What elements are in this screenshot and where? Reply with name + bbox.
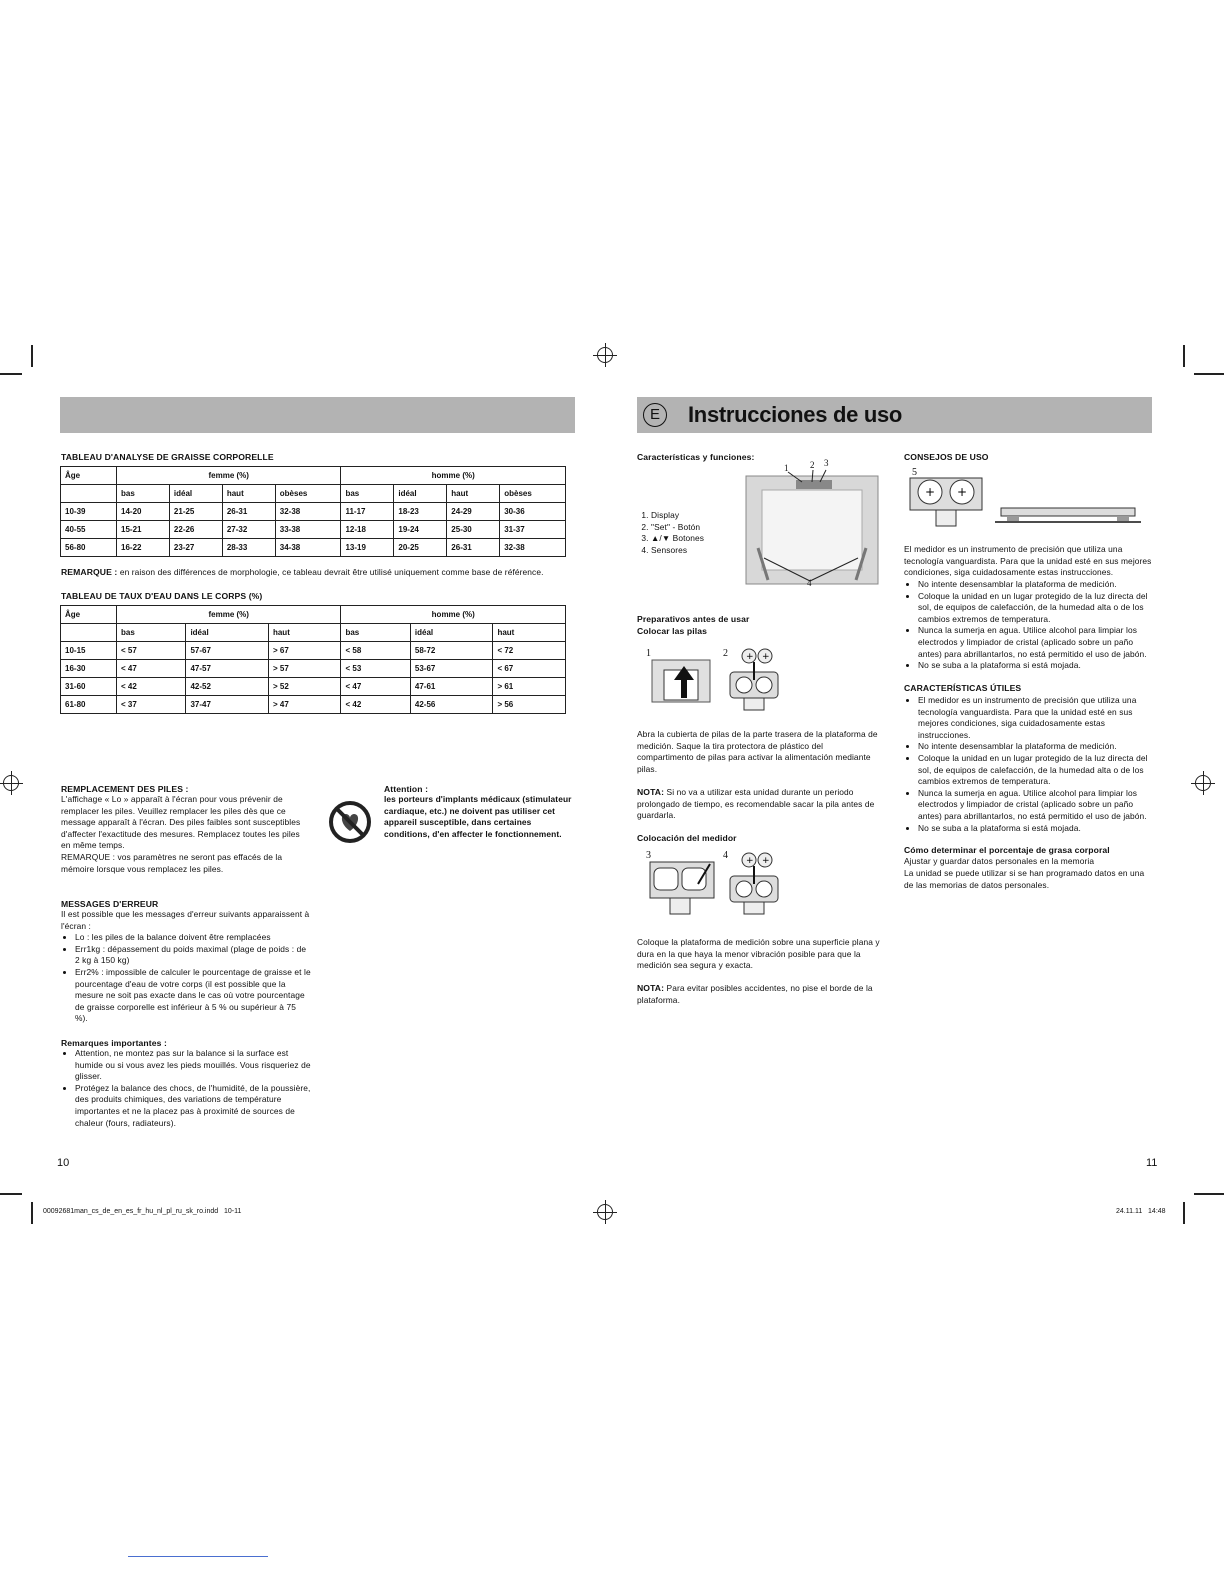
table-cell: 32-38 (500, 539, 566, 557)
table-cell: 20-25 (394, 539, 447, 557)
errors-title: MESSAGES D'ERREUR (61, 899, 159, 909)
list-item: • No intente desensamblar la plataforma de medición. (918, 579, 1154, 591)
table-cell: 58-72 (410, 642, 493, 660)
batteries-title: REMPLACEMENT DES PILES : (61, 784, 189, 794)
table-row (61, 606, 566, 624)
meter-placement-figure (648, 856, 716, 922)
scale-side-figure (995, 498, 1141, 528)
table-cell: 32-38 (275, 503, 341, 521)
table-cell: < 42 (341, 696, 410, 714)
table-cell: 13-19 (341, 539, 394, 557)
fig-label-5: 5 (912, 467, 917, 478)
fat-remark (61, 567, 581, 579)
fig-label-2: 2 (723, 648, 728, 659)
table-cell: < 58 (341, 642, 410, 660)
table-row (61, 696, 566, 714)
table-cell: 22-26 (169, 521, 222, 539)
features-title: Características y funciones: (637, 452, 755, 462)
table-cell: 42-56 (410, 696, 493, 714)
table-cell: 31-60 (61, 678, 117, 696)
note-text: Para evitar posibles accidentes, no pise el borde de la plataforma. (637, 983, 873, 1005)
table-header: idéal (410, 624, 493, 642)
table-cell: < 57 (117, 642, 186, 660)
table-cell: 26-31 (447, 539, 500, 557)
table-cell: 33-38 (275, 521, 341, 539)
table-cell: 10-39 (61, 503, 117, 521)
table-cell (61, 485, 117, 503)
left-header-bar (60, 397, 575, 433)
table-cell: 16-22 (117, 539, 170, 557)
table-cell: 57-67 (186, 642, 269, 660)
table-cell: > 57 (268, 660, 341, 678)
table-cell: 26-31 (222, 503, 275, 521)
important-list (61, 1048, 311, 1129)
fig-label-3: 3 (646, 850, 651, 861)
meter-surface-figure (722, 852, 780, 922)
page-number-left: 10 (57, 1157, 70, 1169)
svg-text:+: + (762, 652, 770, 662)
errors-list (61, 932, 311, 1025)
attention-section (384, 784, 579, 840)
list-item: • Err1kg : dépassement du poids maximal (plage de poids : de 2 kg à 150 kg) (75, 944, 311, 967)
table-cell: < 47 (117, 660, 186, 678)
table-header: haut (222, 485, 275, 503)
table-cell: 18-23 (394, 503, 447, 521)
batteries-text: L'affichage « Lo » apparaît à l'écran pour vous prévenir de remplacer les piles. Veuillez remplacer les piles dès que ce message apparaît à l'écran. Des piles faibles sont susceptibles d'affecter l'exactitude des mesures. Remplacez toutes les piles en même temps. (61, 794, 301, 851)
table-cell: 30-36 (500, 503, 566, 521)
table-row (61, 467, 566, 485)
remark-label: REMARQUE : (61, 567, 118, 577)
table-header: idéal (169, 485, 222, 503)
table-cell: 25-30 (447, 521, 500, 539)
useful-list (904, 695, 1154, 834)
callout-3: 3 (824, 458, 829, 468)
table-header: femme (%) (117, 467, 341, 485)
water-table (60, 605, 566, 714)
prep-subtitle: Colocar las pilas (637, 626, 708, 636)
fig-label-4: 4 (723, 850, 728, 861)
table-cell: < 42 (117, 678, 186, 696)
fat-line-1: Ajustar y guardar datos personales en la memoria (904, 856, 1095, 866)
table-cell: < 67 (493, 660, 566, 678)
table-cell (61, 624, 117, 642)
battery-tip-figure (908, 474, 984, 534)
table-header: Âge (61, 606, 117, 624)
prep-title: Preparativos antes de usar (637, 614, 750, 624)
registration-mark-icon (1195, 775, 1211, 791)
table-cell: 37-47 (186, 696, 269, 714)
table-row (61, 521, 566, 539)
list-item: 1. Display (651, 510, 771, 522)
table-cell: 21-25 (169, 503, 222, 521)
attention-title: Attention : (384, 784, 429, 794)
note-label: NOTA: (637, 983, 665, 993)
list-item: 2. "Set" - Botón (651, 522, 771, 534)
svg-text:+: + (957, 485, 968, 499)
batteries-section (61, 784, 311, 875)
table-cell: > 52 (268, 678, 341, 696)
list-item: • No intente desensamblar la plataforma de medición. (918, 741, 1154, 753)
table-header: bas (341, 624, 410, 642)
registration-mark-icon (3, 775, 19, 791)
crop-mark (1194, 1193, 1224, 1195)
fat-table-title: TABLEAU D'ANALYSE DE GRAISSE CORPORELLE (61, 452, 274, 462)
list-item: • No se suba a la plataforma si está mojada. (918, 823, 1154, 835)
batteries-remark: REMARQUE : vos paramètres ne seront pas effacés de la mémoire lorsque vous remplacez les piles. (61, 851, 283, 874)
list-item: • Attention, ne montez pas sur la balance si la surface est humide ou si vous avez les pieds mouillés. Vous risqueriez de glisser. (75, 1048, 311, 1083)
table-cell: > 47 (268, 696, 341, 714)
registration-mark-icon (597, 1204, 613, 1220)
attention-text: les porteurs d'implants médicaux (stimulateur cardiaque, etc.) ne doivent pas utiliser cet appareil susceptible, dans certaines conditions, d'en affecter le fonctionnement. (384, 794, 572, 839)
table-cell: > 61 (493, 678, 566, 696)
table-cell: < 37 (117, 696, 186, 714)
table-row (61, 503, 566, 521)
list-item: • Lo : les piles de la balance doivent être remplacées (75, 932, 311, 944)
errors-section (61, 899, 311, 1025)
list-item: • Coloque la unidad en un lugar protegido de la luz directa del sol, de equipos de calefacción, de la humedad alta o de los cambios extremos de temperatura. (918, 753, 1154, 788)
water-table-title: TABLEAU DE TAUX D'EAU DANS LE CORPS (%) (61, 591, 263, 601)
list-item: • Nunca la sumerja en agua. Utilice alcohol para limpiar los electrodos y limpiador de cristal (aplicado sobre un paño antes) para abrillantarlos, no está permitido el uso de jabón. (918, 625, 1154, 660)
language-letter: E (649, 406, 660, 423)
table-cell: 27-32 (222, 521, 275, 539)
table-row (61, 678, 566, 696)
slug-date: 24.11.11 14:48 (1116, 1208, 1166, 1215)
table-header: femme (%) (117, 606, 341, 624)
pacemaker-warning-icon (328, 800, 372, 844)
crop-mark (1183, 345, 1185, 367)
table-row (61, 642, 566, 660)
list-item: • Coloque la unidad en un lugar protegido de la luz directa del sol, de equipos de calefacción, de la humedad alta o de los cambios extremos de temperatura. (918, 591, 1154, 626)
crop-mark (31, 1202, 33, 1224)
table-header: Âge (61, 467, 117, 485)
fig-label-1: 1 (646, 648, 651, 659)
table-cell: > 67 (268, 642, 341, 660)
page-title: Instrucciones de uso (688, 402, 903, 427)
fat-line-2: La unidad se puede utilizar si se han programado datos en una de las memorias de datos personales. (904, 868, 1145, 890)
table-header: obèses (275, 485, 341, 503)
table-cell: 53-67 (410, 660, 493, 678)
table-header: idéal (394, 485, 447, 503)
table-row (61, 660, 566, 678)
list-item: • Err2% : impossible de calculer le pourcentage de graisse et le pourcentage d'eau de votre corps (il est possible que la mesure ne soit pas exacte dans le cas où votre pourcentage de graisse corporelle est inférieur à 5 % ou supérieur à 75 %). (75, 967, 311, 1025)
callout-2: 2 (810, 460, 815, 470)
table-cell: < 47 (341, 678, 410, 696)
svg-text:+: + (762, 856, 770, 866)
list-item: 3. ▲/▼ Botones (651, 533, 771, 545)
table-header: bas (117, 624, 186, 642)
tips-title: CONSEJOS DE USO (904, 452, 989, 462)
table-header: idéal (186, 624, 269, 642)
page-number-right: 11 (1146, 1157, 1158, 1169)
placement-title: Colocación del medidor (637, 833, 737, 843)
table-cell: 11-17 (341, 503, 394, 521)
table-header: homme (%) (341, 606, 566, 624)
table-cell: 28-33 (222, 539, 275, 557)
table-cell: < 72 (493, 642, 566, 660)
fat-section-title: Cómo determinar el porcentaje de grasa corporal (904, 845, 1110, 855)
remark-text: en raison des différences de morphologie, ce tableau devrait être utilisé uniquement comme base de référence. (119, 567, 544, 577)
table-row (61, 624, 566, 642)
language-badge (643, 403, 667, 427)
list-item: 4. Sensores (651, 545, 771, 557)
table-header: bas (117, 485, 170, 503)
table-cell: 23-27 (169, 539, 222, 557)
table-cell: 12-18 (341, 521, 394, 539)
table-header: homme (%) (341, 467, 566, 485)
table-cell: 56-80 (61, 539, 117, 557)
table-row (61, 539, 566, 557)
table-cell: 31-37 (500, 521, 566, 539)
crop-mark (31, 345, 33, 367)
table-cell: 42-52 (186, 678, 269, 696)
battery-compartment-figure (722, 648, 780, 718)
crop-mark (1194, 373, 1224, 375)
errors-intro: Il est possible que les messages d'erreur suivants apparaissent à l'écran : (61, 909, 310, 931)
placement-note (637, 983, 882, 1006)
registration-mark-icon (597, 347, 613, 363)
list-item: • El medidor es un instrumento de precisión que utiliza una tecnología vanguardista. Para que la unidad esté en sus mejores condiciones, siga cuidadosamente estas instrucciones. (918, 695, 1154, 741)
svg-text:+: + (746, 856, 754, 866)
table-cell: 40-55 (61, 521, 117, 539)
table-cell: 34-38 (275, 539, 341, 557)
table-cell: 47-57 (186, 660, 269, 678)
note-text: Si no va a utilizar esta unidad durante un periodo prolongado de tiempo, es recomendable sacar la pila antes de guardarla. (637, 787, 875, 821)
tips-list (904, 579, 1154, 672)
tips-intro: El medidor es un instrumento de precisión que utiliza una tecnología vanguardista. Para que la unidad esté en sus mejores condiciones, siga cuidadosamente estas instrucciones. (904, 544, 1152, 578)
table-cell: 14-20 (117, 503, 170, 521)
list-item: • Protégez la balance des chocs, de l'humidité, de la poussière, des produits chimiques, des variations de température importantes et ne la placez pas à proximité de sources de chaleur (fours, radiateurs). (75, 1083, 311, 1129)
table-cell: 16-30 (61, 660, 117, 678)
crop-mark (0, 373, 22, 375)
crop-mark (1183, 1202, 1185, 1224)
important-section (61, 1038, 311, 1129)
svg-text:+: + (746, 652, 754, 662)
important-title: Remarques importantes : (61, 1038, 167, 1048)
battery-cover-figure (648, 652, 716, 712)
prep-text: Abra la cubierta de pilas de la parte trasera de la plataforma de medición. Saque la tira protectora de plástico del compartimento de pilas para activar la alimentación mediante pilas. (637, 729, 878, 774)
table-header: haut (447, 485, 500, 503)
table-cell: 47-61 (410, 678, 493, 696)
table-cell: 10-15 (61, 642, 117, 660)
table-header: bas (341, 485, 394, 503)
callout-4: 4 (807, 578, 812, 588)
svg-text:+: + (925, 485, 936, 499)
table-cell: 15-21 (117, 521, 170, 539)
table-header: haut (268, 624, 341, 642)
table-cell: 61-80 (61, 696, 117, 714)
table-header: haut (493, 624, 566, 642)
callout-1: 1 (784, 463, 789, 473)
underline-rule (128, 1556, 268, 1557)
table-cell: 24-29 (447, 503, 500, 521)
crop-mark (0, 1193, 22, 1195)
table-row (61, 485, 566, 503)
note-label: NOTA: (637, 787, 665, 797)
list-item: • Nunca la sumerja en agua. Utilice alcohol para limpiar los electrodos y limpiador de cristal (aplicado sobre un paño antes) para abrillantarlos, no está permitido el uso de jabón. (918, 788, 1154, 823)
slug-filename: 00092681man_cs_de_en_es_fr_hu_nl_pl_ru_sk_ro.indd 10-11 (43, 1208, 242, 1215)
table-cell: > 56 (493, 696, 566, 714)
table-header: obèses (500, 485, 566, 503)
useful-title: CARACTERÍSTICAS ÚTILES (904, 683, 1022, 693)
table-cell: 19-24 (394, 521, 447, 539)
scale-diagram (740, 458, 885, 588)
table-cell: < 53 (341, 660, 410, 678)
list-item: • No se suba a la plataforma si está mojada. (918, 660, 1154, 672)
prep-note (637, 787, 882, 822)
fat-analysis-table (60, 466, 566, 557)
placement-text: Coloque la plataforma de medición sobre una superficie plana y dura en la que haya la menor vibración posible para que la medición sea segura y exacta. (637, 937, 880, 971)
